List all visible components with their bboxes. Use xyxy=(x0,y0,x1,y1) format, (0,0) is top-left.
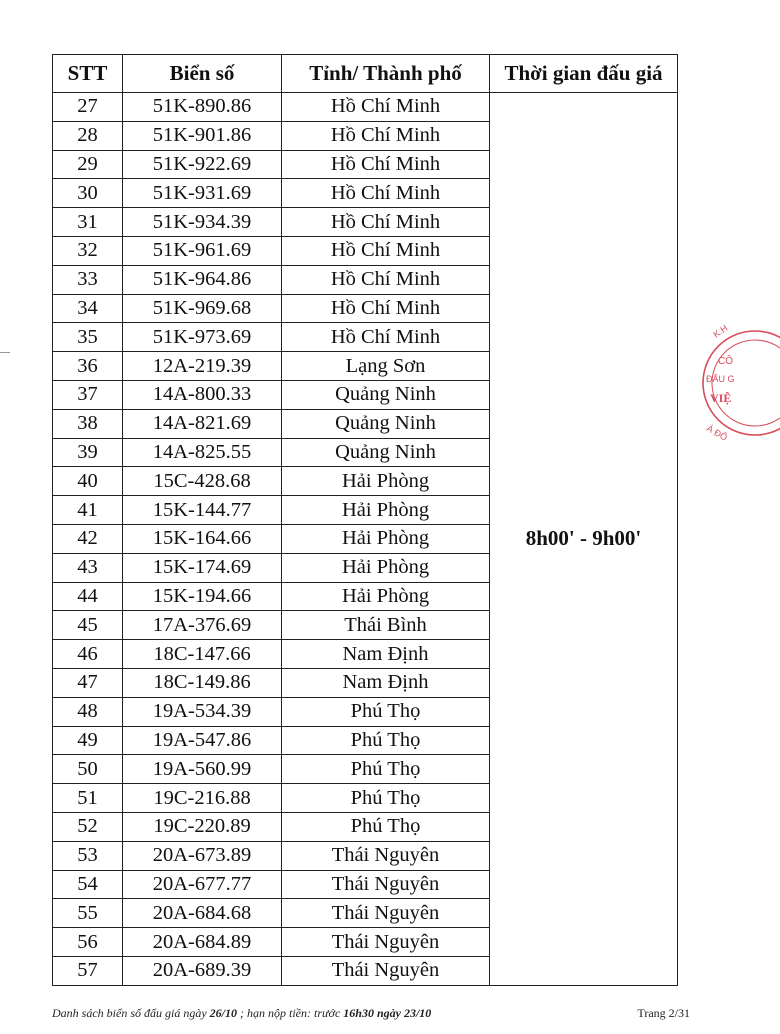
stamp-text-bottom: À ĐÔ xyxy=(705,423,730,443)
cell-province: Thái Nguyên xyxy=(282,956,490,985)
cell-stt: 35 xyxy=(53,323,123,352)
table-header-row xyxy=(53,55,678,93)
cell-plate: 17A-376.69 xyxy=(123,611,282,640)
stamp-text-3: VIỆ xyxy=(710,391,732,405)
cell-stt: 49 xyxy=(53,726,123,755)
cell-plate: 19A-560.99 xyxy=(123,755,282,784)
cell-stt: 54 xyxy=(53,870,123,899)
cell-plate: 51K-961.69 xyxy=(123,236,282,265)
cell-province: Phú Thọ xyxy=(282,697,490,726)
stamp-text-1: CÔ xyxy=(718,356,733,367)
cell-plate: 20A-684.89 xyxy=(123,928,282,957)
cell-stt: 56 xyxy=(53,928,123,957)
cell-plate: 51K-931.69 xyxy=(123,179,282,208)
cell-stt: 40 xyxy=(53,467,123,496)
cell-province: Thái Nguyên xyxy=(282,870,490,899)
cell-plate: 51K-890.86 xyxy=(123,93,282,122)
cell-plate: 19C-216.88 xyxy=(123,784,282,813)
cell-province: Phú Thọ xyxy=(282,726,490,755)
cell-province: Thái Bình xyxy=(282,611,490,640)
cell-stt: 38 xyxy=(53,409,123,438)
cell-province: Hồ Chí Minh xyxy=(282,265,490,294)
cell-plate: 20A-673.89 xyxy=(123,841,282,870)
cell-stt: 51 xyxy=(53,784,123,813)
cell-stt: 30 xyxy=(53,179,123,208)
header-province: Tỉnh/ Thành phố xyxy=(282,55,490,93)
cell-stt: 33 xyxy=(53,265,123,294)
cell-stt: 27 xyxy=(53,93,123,122)
cell-stt: 57 xyxy=(53,956,123,985)
cell-stt: 52 xyxy=(53,812,123,841)
cell-plate: 51K-969.68 xyxy=(123,294,282,323)
cell-plate: 19C-220.89 xyxy=(123,812,282,841)
red-seal-stamp xyxy=(700,318,780,448)
cell-plate: 51K-973.69 xyxy=(123,323,282,352)
cell-plate: 14A-825.55 xyxy=(123,438,282,467)
cell-province: Hải Phòng xyxy=(282,467,490,496)
auction-table xyxy=(52,54,678,986)
cell-province: Hồ Chí Minh xyxy=(282,236,490,265)
cell-province: Phú Thọ xyxy=(282,755,490,784)
cell-time-slot: 8h00' - 9h00' xyxy=(490,93,678,986)
cell-plate: 14A-800.33 xyxy=(123,380,282,409)
footer-note xyxy=(52,1006,431,1021)
cell-province: Quảng Ninh xyxy=(282,438,490,467)
cell-province: Quảng Ninh xyxy=(282,409,490,438)
cell-stt: 32 xyxy=(53,236,123,265)
cell-stt: 55 xyxy=(53,899,123,928)
stamp-text-2: ĐẤU G xyxy=(706,374,735,384)
cell-province: Hải Phòng xyxy=(282,553,490,582)
cell-plate: 18C-149.86 xyxy=(123,668,282,697)
footer-date: 26/10 xyxy=(209,1006,237,1020)
cell-plate: 51K-922.69 xyxy=(123,150,282,179)
header-plate: Biển số xyxy=(123,55,282,93)
margin-tick xyxy=(0,352,10,353)
cell-stt: 53 xyxy=(53,841,123,870)
cell-plate: 15C-428.68 xyxy=(123,467,282,496)
cell-province: Phú Thọ xyxy=(282,812,490,841)
header-stt: STT xyxy=(53,55,123,93)
cell-province: Hồ Chí Minh xyxy=(282,121,490,150)
cell-plate: 19A-547.86 xyxy=(123,726,282,755)
cell-province: Hồ Chí Minh xyxy=(282,208,490,237)
cell-plate: 15K-174.69 xyxy=(123,553,282,582)
cell-plate: 15K-164.66 xyxy=(123,524,282,553)
footer-text-1: Danh sách biển số đấu giá ngày xyxy=(52,1006,210,1020)
cell-province: Lạng Sơn xyxy=(282,352,490,381)
cell-stt: 43 xyxy=(53,553,123,582)
footer-deadline: 16h30 ngày 23/10 xyxy=(343,1006,432,1020)
page-number: Trang 2/31 xyxy=(637,1006,690,1020)
cell-stt: 48 xyxy=(53,697,123,726)
cell-stt: 31 xyxy=(53,208,123,237)
cell-province: Thái Nguyên xyxy=(282,928,490,957)
cell-province: Hải Phòng xyxy=(282,582,490,611)
cell-stt: 44 xyxy=(53,582,123,611)
table-row xyxy=(53,93,678,122)
cell-stt: 36 xyxy=(53,352,123,381)
cell-province: Thái Nguyên xyxy=(282,899,490,928)
cell-plate: 51K-934.39 xyxy=(123,208,282,237)
cell-province: Hải Phòng xyxy=(282,524,490,553)
cell-stt: 45 xyxy=(53,611,123,640)
cell-province: Hồ Chí Minh xyxy=(282,179,490,208)
cell-province: Hồ Chí Minh xyxy=(282,323,490,352)
cell-province: Nam Định xyxy=(282,668,490,697)
cell-stt: 37 xyxy=(53,380,123,409)
cell-stt: 46 xyxy=(53,640,123,669)
cell-stt: 34 xyxy=(53,294,123,323)
header-time: Thời gian đấu giá xyxy=(490,55,678,93)
cell-plate: 15K-144.77 xyxy=(123,496,282,525)
footer-text-2: ; hạn nộp tiền: trước xyxy=(237,1006,344,1020)
cell-plate: 18C-147.66 xyxy=(123,640,282,669)
cell-plate: 12A-219.39 xyxy=(123,352,282,381)
cell-province: Quảng Ninh xyxy=(282,380,490,409)
cell-stt: 50 xyxy=(53,755,123,784)
cell-province: Phú Thọ xyxy=(282,784,490,813)
cell-stt: 47 xyxy=(53,668,123,697)
stamp-text-top: K.H xyxy=(711,322,730,340)
cell-plate: 20A-689.39 xyxy=(123,956,282,985)
cell-stt: 41 xyxy=(53,496,123,525)
cell-stt: 29 xyxy=(53,150,123,179)
cell-province: Hồ Chí Minh xyxy=(282,294,490,323)
cell-stt: 42 xyxy=(53,524,123,553)
cell-plate: 20A-684.68 xyxy=(123,899,282,928)
cell-plate: 14A-821.69 xyxy=(123,409,282,438)
cell-province: Thái Nguyên xyxy=(282,841,490,870)
cell-plate: 20A-677.77 xyxy=(123,870,282,899)
cell-plate: 15K-194.66 xyxy=(123,582,282,611)
cell-plate: 51K-964.86 xyxy=(123,265,282,294)
cell-plate: 51K-901.86 xyxy=(123,121,282,150)
table-body xyxy=(53,93,678,986)
cell-province: Hồ Chí Minh xyxy=(282,93,490,122)
cell-province: Hải Phòng xyxy=(282,496,490,525)
cell-plate: 19A-534.39 xyxy=(123,697,282,726)
cell-province: Nam Định xyxy=(282,640,490,669)
cell-stt: 39 xyxy=(53,438,123,467)
cell-province: Hồ Chí Minh xyxy=(282,150,490,179)
cell-stt: 28 xyxy=(53,121,123,150)
